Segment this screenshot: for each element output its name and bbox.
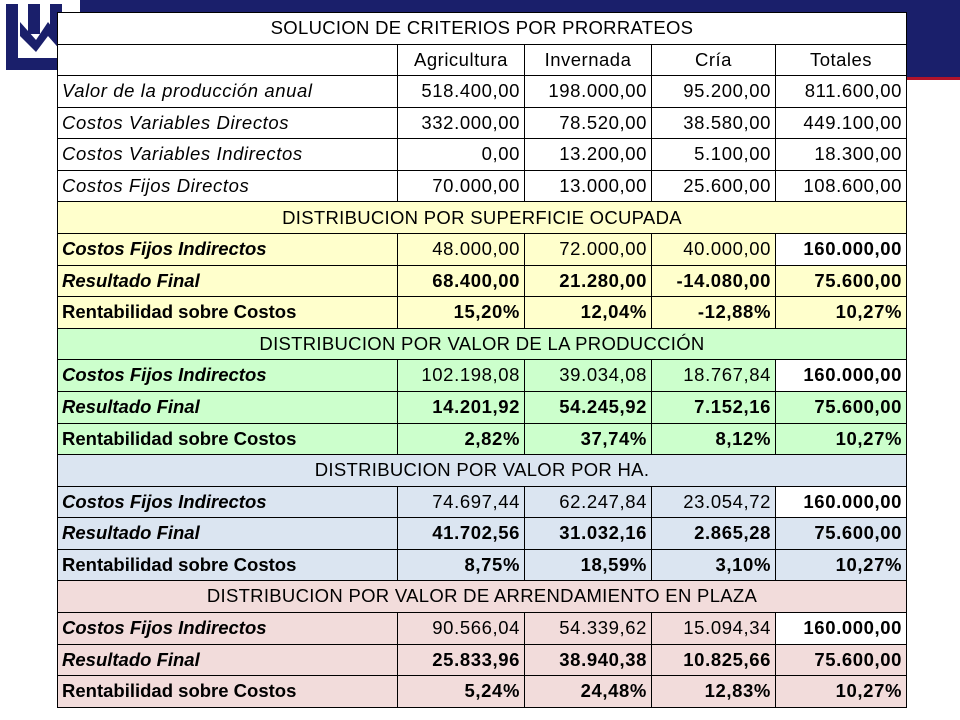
section-title-valor-ha: DISTRIBUCION POR VALOR POR HA. <box>58 455 907 487</box>
section-title-row <box>58 581 907 613</box>
cell-totales: 811.600,00 <box>776 76 907 108</box>
cell-invernada: 12,04% <box>525 297 652 329</box>
cell-totales: 449.100,00 <box>776 107 907 139</box>
cell-cria: 3,10% <box>652 549 776 581</box>
column-header-cria: Cría <box>652 44 776 76</box>
cell-cria: 8,12% <box>652 423 776 455</box>
cell-cria: 23.054,72 <box>652 486 776 518</box>
row-label: Costos Variables Indirectos <box>58 139 398 171</box>
table-row <box>58 360 907 392</box>
cell-cria: 7.152,16 <box>652 391 776 423</box>
table-row <box>58 234 907 266</box>
section-title-valor-produccion: DISTRIBUCION POR VALOR DE LA PRODUCCIÓN <box>58 328 907 360</box>
cell-agricultura: 8,75% <box>398 549 525 581</box>
cell-invernada: 38.940,38 <box>525 644 652 676</box>
table-row <box>58 139 907 171</box>
cell-totales: 10,27% <box>776 297 907 329</box>
section-title-row <box>58 202 907 234</box>
table-row <box>58 486 907 518</box>
prorrateo-table <box>57 12 907 708</box>
cell-cria: 38.580,00 <box>652 107 776 139</box>
cell-agricultura: 41.702,56 <box>398 518 525 550</box>
cell-cria: 10.825,66 <box>652 644 776 676</box>
table-row <box>58 391 907 423</box>
cell-totales: 10,27% <box>776 423 907 455</box>
cell-totales: 10,27% <box>776 549 907 581</box>
table-row <box>58 518 907 550</box>
cell-agricultura: 15,20% <box>398 297 525 329</box>
table-row <box>58 265 907 297</box>
cell-cria: -12,88% <box>652 297 776 329</box>
cell-cria: 2.865,28 <box>652 518 776 550</box>
row-label: Costos Fijos Indirectos <box>58 360 398 392</box>
row-label: Costos Variables Directos <box>58 107 398 139</box>
table-row <box>58 170 907 202</box>
table-row <box>58 549 907 581</box>
cell-cria: 12,83% <box>652 676 776 708</box>
cell-cria: 95.200,00 <box>652 76 776 108</box>
column-header-totales: Totales <box>776 44 907 76</box>
cell-invernada: 54.339,62 <box>525 612 652 644</box>
cell-agricultura: 70.000,00 <box>398 170 525 202</box>
column-header-agricultura: Agricultura <box>398 44 525 76</box>
cell-totales: 75.600,00 <box>776 518 907 550</box>
cell-agricultura: 332.000,00 <box>398 107 525 139</box>
row-label: Resultado Final <box>58 391 398 423</box>
row-label: Valor de la producción anual <box>58 76 398 108</box>
cell-totales: 160.000,00 <box>776 486 907 518</box>
section-title-arrendamiento: DISTRIBUCION POR VALOR DE ARRENDAMIENTO EN PLAZA <box>58 581 907 613</box>
cell-agricultura: 25.833,96 <box>398 644 525 676</box>
cell-agricultura: 48.000,00 <box>398 234 525 266</box>
cell-totales: 75.600,00 <box>776 391 907 423</box>
row-label: Rentabilidad sobre Costos <box>58 297 398 329</box>
row-label: Rentabilidad sobre Costos <box>58 549 398 581</box>
section-title-row <box>58 455 907 487</box>
table-row <box>58 76 907 108</box>
cell-totales: 108.600,00 <box>776 170 907 202</box>
cell-cria: 25.600,00 <box>652 170 776 202</box>
cell-cria: 40.000,00 <box>652 234 776 266</box>
cell-invernada: 39.034,08 <box>525 360 652 392</box>
row-label: Resultado Final <box>58 265 398 297</box>
table-row <box>58 423 907 455</box>
cell-totales: 75.600,00 <box>776 644 907 676</box>
cell-agricultura: 68.400,00 <box>398 265 525 297</box>
cell-agricultura: 518.400,00 <box>398 76 525 108</box>
cell-totales: 10,27% <box>776 676 907 708</box>
cell-totales: 160.000,00 <box>776 234 907 266</box>
cell-invernada: 24,48% <box>525 676 652 708</box>
cell-invernada: 78.520,00 <box>525 107 652 139</box>
row-label: Rentabilidad sobre Costos <box>58 676 398 708</box>
cell-totales: 160.000,00 <box>776 612 907 644</box>
cell-totales: 18.300,00 <box>776 139 907 171</box>
title-row <box>58 13 907 45</box>
cell-cria: -14.080,00 <box>652 265 776 297</box>
cell-invernada: 31.032,16 <box>525 518 652 550</box>
cell-invernada: 18,59% <box>525 549 652 581</box>
cell-cria: 5.100,00 <box>652 139 776 171</box>
cell-invernada: 54.245,92 <box>525 391 652 423</box>
cell-agricultura: 90.566,04 <box>398 612 525 644</box>
table-row <box>58 676 907 708</box>
cell-invernada: 72.000,00 <box>525 234 652 266</box>
cell-invernada: 198.000,00 <box>525 76 652 108</box>
table-row <box>58 644 907 676</box>
cell-agricultura: 5,24% <box>398 676 525 708</box>
row-label: Costos Fijos Indirectos <box>58 612 398 644</box>
column-header-row <box>58 44 907 76</box>
cell-agricultura: 14.201,92 <box>398 391 525 423</box>
cell-agricultura: 102.198,08 <box>398 360 525 392</box>
row-label: Rentabilidad sobre Costos <box>58 423 398 455</box>
cell-agricultura: 74.697,44 <box>398 486 525 518</box>
cell-invernada: 13.200,00 <box>525 139 652 171</box>
section-title-superficie: DISTRIBUCION POR SUPERFICIE OCUPADA <box>58 202 907 234</box>
cell-cria: 15.094,34 <box>652 612 776 644</box>
cell-invernada: 13.000,00 <box>525 170 652 202</box>
table-row <box>58 107 907 139</box>
table-row <box>58 297 907 329</box>
row-label: Costos Fijos Indirectos <box>58 234 398 266</box>
row-label: Costos Fijos Indirectos <box>58 486 398 518</box>
cell-agricultura: 2,82% <box>398 423 525 455</box>
cell-totales: 75.600,00 <box>776 265 907 297</box>
row-label: Costos Fijos Directos <box>58 170 398 202</box>
cell-cria: 18.767,84 <box>652 360 776 392</box>
cell-totales: 160.000,00 <box>776 360 907 392</box>
row-label: Resultado Final <box>58 518 398 550</box>
row-label: Resultado Final <box>58 644 398 676</box>
table-title: SOLUCION DE CRITERIOS POR PRORRATEOS <box>58 13 907 45</box>
cell-agricultura: 0,00 <box>398 139 525 171</box>
table-row <box>58 612 907 644</box>
cell-invernada: 62.247,84 <box>525 486 652 518</box>
section-title-row <box>58 328 907 360</box>
column-header-invernada: Invernada <box>525 44 652 76</box>
header-blank-cell <box>58 44 398 76</box>
cell-invernada: 37,74% <box>525 423 652 455</box>
cell-invernada: 21.280,00 <box>525 265 652 297</box>
